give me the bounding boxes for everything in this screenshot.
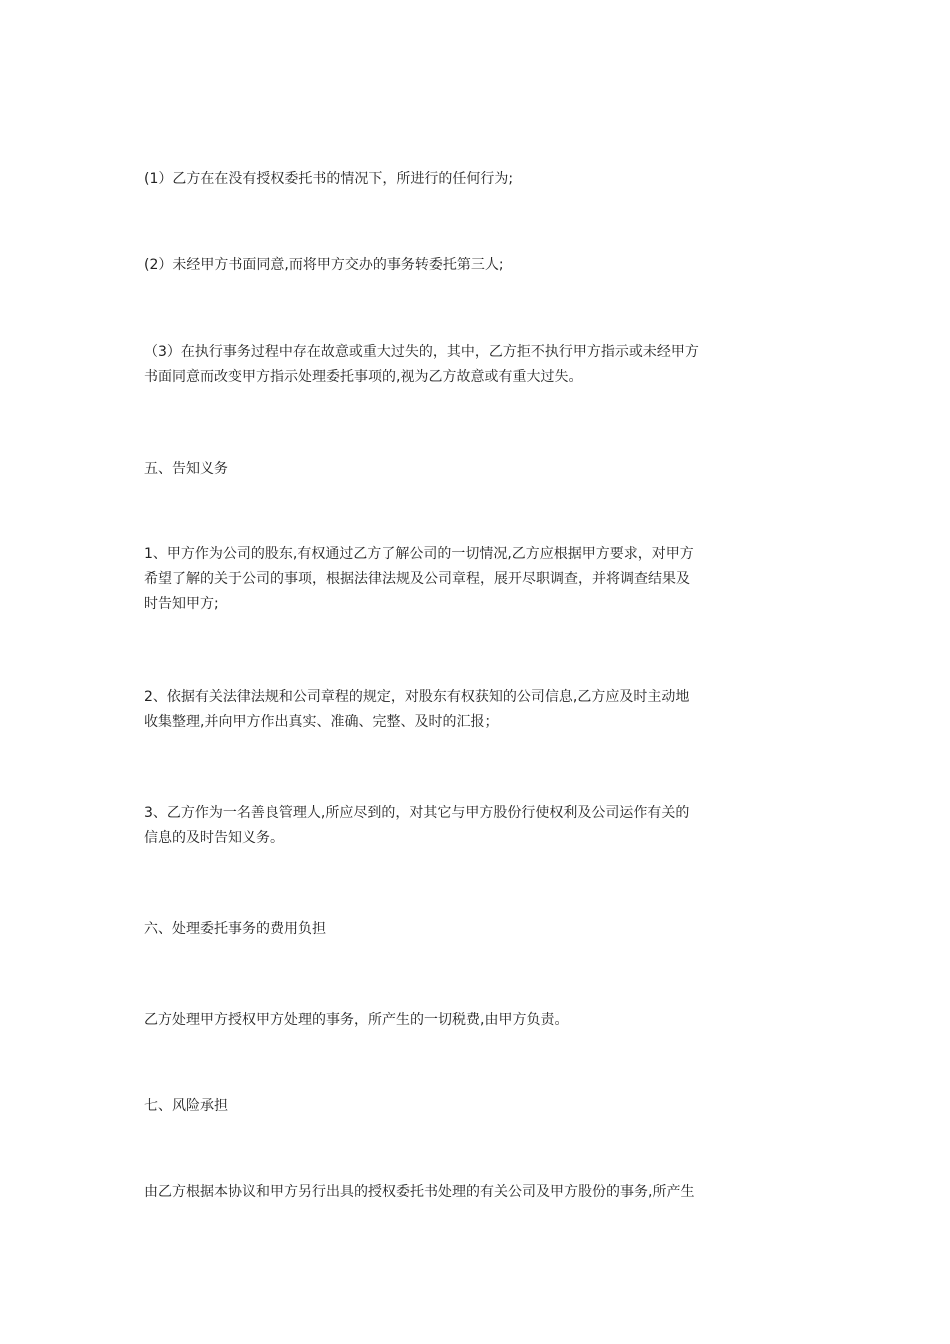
clause-item-3	[144, 340, 810, 390]
section-6-paragraph-1	[144, 1008, 810, 1033]
section-5-paragraph-3-line-1: 3、乙方作为一名善良管理人,所应尽到的，对其它与甲方股份行使权利及公司运作有关的	[144, 805, 690, 821]
section-5-paragraph-2-line-1: 2、依据有关法律法规和公司章程的规定，对股东有权获知的公司信息,乙方应及时主动地	[144, 689, 690, 705]
section-5-paragraph-1-line-2: 希望了解的关于公司的事项，根据法律法规及公司章程，展开尽职调查，并将调查结果及	[144, 571, 690, 587]
section-7-paragraph-1	[144, 1180, 810, 1205]
section-5-paragraph-1-line-3: 时告知甲方;	[144, 596, 219, 612]
section-6-heading: 六、处理委托事务的费用负担	[144, 921, 326, 937]
section-5-paragraph-2-line-2: 收集整理,并向甲方作出真实、准确、完整、及时的汇报；	[144, 714, 499, 730]
clause-item-2-text: (2）未经甲方书面同意,而将甲方交办的事务转委托第三人;	[144, 257, 504, 273]
section-5-paragraph-1	[144, 542, 810, 617]
section-7-paragraph-1-text: 由乙方根据本协议和甲方另行出具的授权委托书处理的有关公司及甲方股份的事务,所产生	[144, 1184, 695, 1200]
clause-item-1-text: (1）乙方在在没有授权委托书的情况下，所进行的任何行为;	[144, 171, 514, 187]
clause-item-1	[144, 167, 810, 192]
section-5-paragraph-3	[144, 801, 810, 851]
clause-item-3-line-2: 书面同意而改变甲方指示处理委托事项的,视为乙方故意或有重大过失。	[144, 369, 583, 385]
section-7-heading: 七、风险承担	[144, 1098, 228, 1114]
section-5-paragraph-3-line-2: 信息的及时告知义务。	[144, 830, 284, 846]
clause-item-2	[144, 253, 810, 278]
section-5-heading: 五、告知义务	[144, 461, 228, 477]
section-5-paragraph-2	[144, 685, 810, 735]
section-5-paragraph-1-line-1: 1、甲方作为公司的股东,有权通过乙方了解公司的一切情况,乙方应根据甲方要求，对甲方	[144, 546, 694, 562]
clause-item-3-line-1: （3）在执行事务过程中存在故意或重大过失的，其中，乙方拒不执行甲方指示或未经甲方	[144, 344, 699, 360]
section-6-paragraph-1-text: 乙方处理甲方授权甲方处理的事务，所产生的一切税费,由甲方负责。	[144, 1012, 569, 1028]
